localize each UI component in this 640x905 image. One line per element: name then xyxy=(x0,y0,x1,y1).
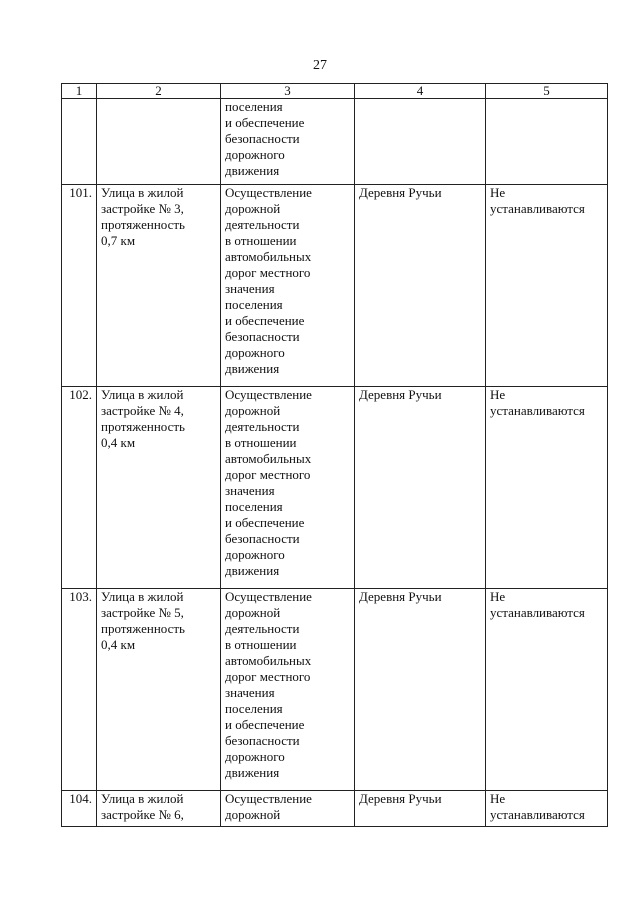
object-name: Улица в жилой застройке № 4, протяженность 0,4 км xyxy=(97,387,221,589)
page-number: 27 xyxy=(313,58,327,73)
object-restriction: Не устанавливаются xyxy=(486,589,608,791)
object-name xyxy=(97,99,221,185)
object-restriction: Не устанавливаются xyxy=(486,387,608,589)
object-name: Улица в жилой застройке № 6, xyxy=(97,791,221,827)
row-number: 102. xyxy=(62,387,97,589)
object-place xyxy=(355,99,486,185)
object-restriction: Не устанавливаются xyxy=(486,185,608,387)
object-place: Деревня Ручьи xyxy=(355,589,486,791)
object-activity: Осуществление дорожной xyxy=(221,791,355,827)
table-row xyxy=(62,791,608,827)
table-row xyxy=(62,185,608,387)
object-activity: Осуществление дорожной деятельности в отношении автомобильных дорог местного значения поселения и обеспечение безопасности дорожного движения xyxy=(221,589,355,791)
table-row xyxy=(62,589,608,791)
column-header-2: 2 xyxy=(97,84,221,99)
column-header-5: 5 xyxy=(486,84,608,99)
row-number: 104. xyxy=(62,791,97,827)
object-place: Деревня Ручьи xyxy=(355,387,486,589)
object-name: Улица в жилой застройке № 5, протяженность 0,4 км xyxy=(97,589,221,791)
object-activity: Осуществление дорожной деятельности в отношении автомобильных дорог местного значения поселения и обеспечение безопасности дорожного движения xyxy=(221,185,355,387)
row-number: 103. xyxy=(62,589,97,791)
table-row xyxy=(62,99,608,185)
row-number xyxy=(62,99,97,185)
object-name: Улица в жилой застройке № 3, протяженность 0,7 км xyxy=(97,185,221,387)
table-header-row xyxy=(62,84,608,99)
object-restriction: Не устанавливаются xyxy=(486,791,608,827)
object-place: Деревня Ручьи xyxy=(355,791,486,827)
column-header-4: 4 xyxy=(355,84,486,99)
table-row xyxy=(62,387,608,589)
column-header-3: 3 xyxy=(221,84,355,99)
row-number: 101. xyxy=(62,185,97,387)
object-activity: поселения и обеспечение безопасности дорожного движения xyxy=(221,99,355,185)
object-activity: Осуществление дорожной деятельности в отношении автомобильных дорог местного значения поселения и обеспечение безопасности дорожного движения xyxy=(221,387,355,589)
object-restriction xyxy=(486,99,608,185)
column-header-1: 1 xyxy=(62,84,97,99)
objects-table xyxy=(61,83,608,827)
object-place: Деревня Ручьи xyxy=(355,185,486,387)
